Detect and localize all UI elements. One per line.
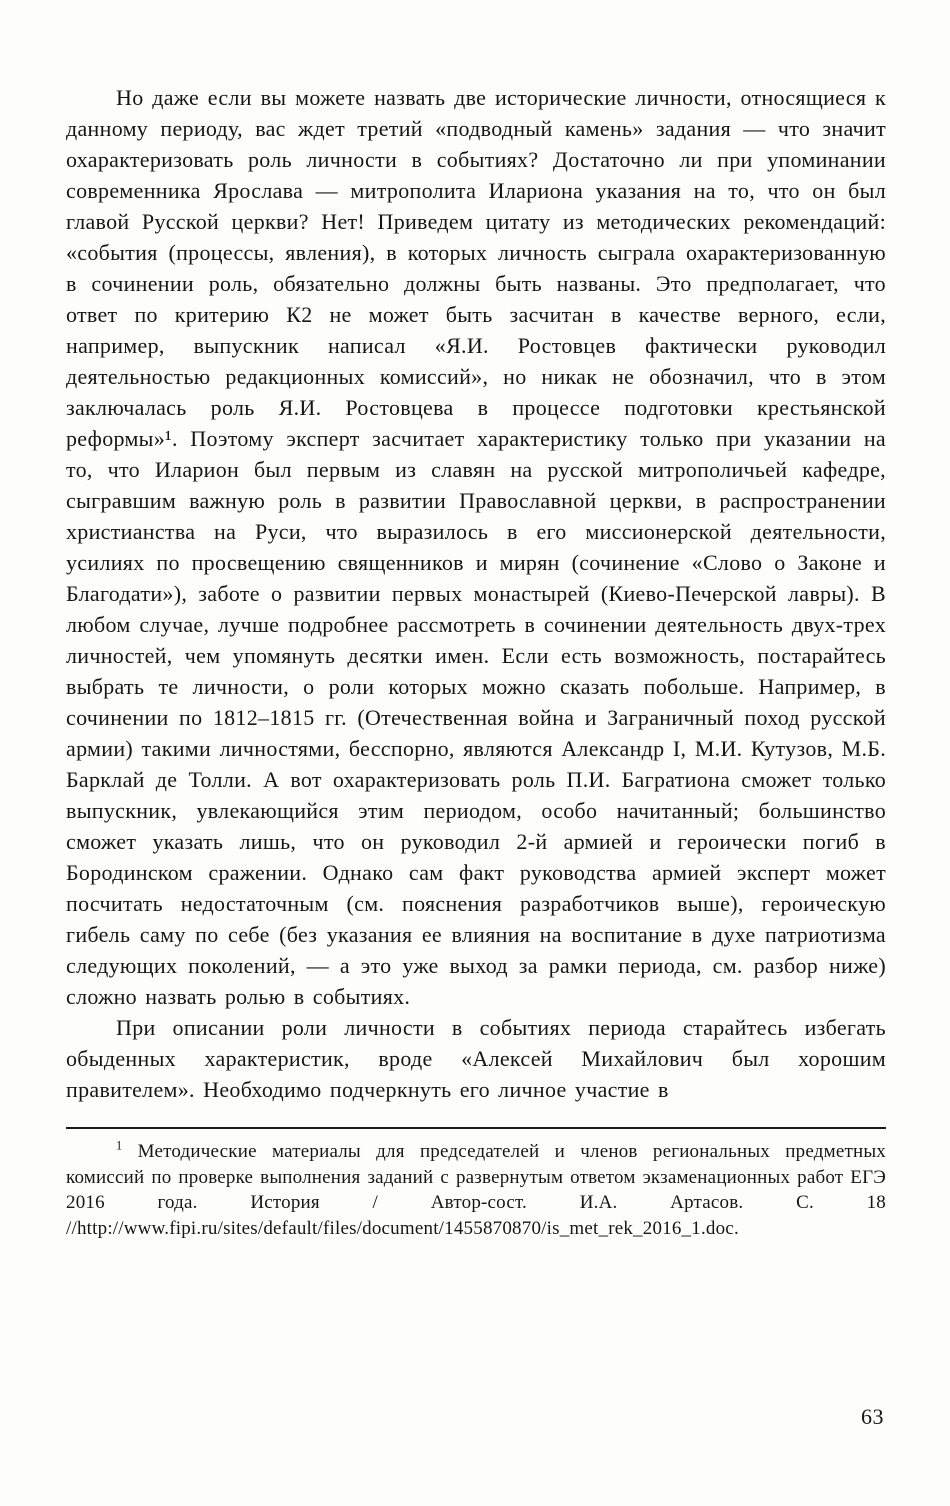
paragraph-1: Но даже если вы можете назвать две исторические личности, относящиеся к данному периоду, вас ждет третий «подводный камень» задания — что значит охарактеризовать роль личности в событиях? Достаточно ли при упоминании современника Ярослава — митрополита Илариона указания на то, что он был главой Русской церкви? Нет! Приведем цитату из методических рекомендаций: «события (процессы, явления), в которых личность сыграла охарактеризованную в сочинении роль, обязательно должны быть названы. Это предполагает, что ответ по критерию К2 не может быть засчитан в качестве верного, если, например, выпускник написал «Я.И. Ростовцев фактически руководил деятельностью редакционных комиссий», но никак не обозначил, что в этом заключалась роль Я.И. Ростовцева в процессе подготовки крестьянской реформы»¹. Поэтому эксперт засчитает характеристику только при указании на то, что Иларион был первым из славян на русской митрополичьей кафедре, сыгравшим важную роль в развитии Православной церкви, в распространении христианства на Руси, что выразилось в его миссионерской деятельности, усилиях по просвещению священников и мирян (сочинение «Слово о Законе и Благодати»), заботе о развитии первых монастырей (Киево-Печерской лавры). В любом случае, лучше подробнее рассмотреть в сочинении деятельность двух-трех личностей, чем упомянуть десятки имен. Если есть возможность, постарайтесь выбрать те личности, о роли которых можно сказать побольше. Например, в сочинении по 1812–1815 гг. (Отечественная война и Заграничный поход русской армии) такими личностями, бесспорно, являются Александр I, М.И. Кутузов, М.Б. Барклай де Толли. А вот охарактеризовать роль П.И. Багратиона сможет только выпускник, увлекающийся этим периодом, особо начитанный; большинство сможет указать лишь, что он руководил 2-й армией и героически погиб в Бородинском сражении. Однако сам факт руководства армией эксперт может посчитать недостаточным (см. пояснения разработчиков выше), героическую гибель саму по себе (без указания ее влияния на воспитание в духе патриотизма следующих поколений, — а это уже выход за рамки периода, см. разбор ниже) сложно назвать ролью в событиях. — [66, 85, 886, 1009]
footnote-entry — [66, 1139, 886, 1241]
page-number: 63 — [861, 1404, 884, 1429]
paragraph-2: При описании роли личности в событиях периода старайтесь избегать обыденных характеристик, вроде «Алексей Михайлович был хорошим правителем». Необходимо подчеркнуть его личное участие в — [66, 1015, 886, 1102]
footnote-divider — [66, 1127, 886, 1129]
main-text-block — [66, 82, 886, 1105]
footnote-marker: 1 — [116, 1138, 123, 1153]
footnote-block — [66, 1139, 886, 1241]
footnote-text: Методические материалы для председателей и членов региональных предметных комиссий по проверке выполнения заданий с развернутым ответом экзаменационных работ ЕГЭ 2016 года. История / Автор-сост. И.А. Артасов. С. 18 //http://www.fipi.ru/sites/default/files/document/1455870870/is_met_rek_2016_1.doc. — [66, 1141, 887, 1239]
